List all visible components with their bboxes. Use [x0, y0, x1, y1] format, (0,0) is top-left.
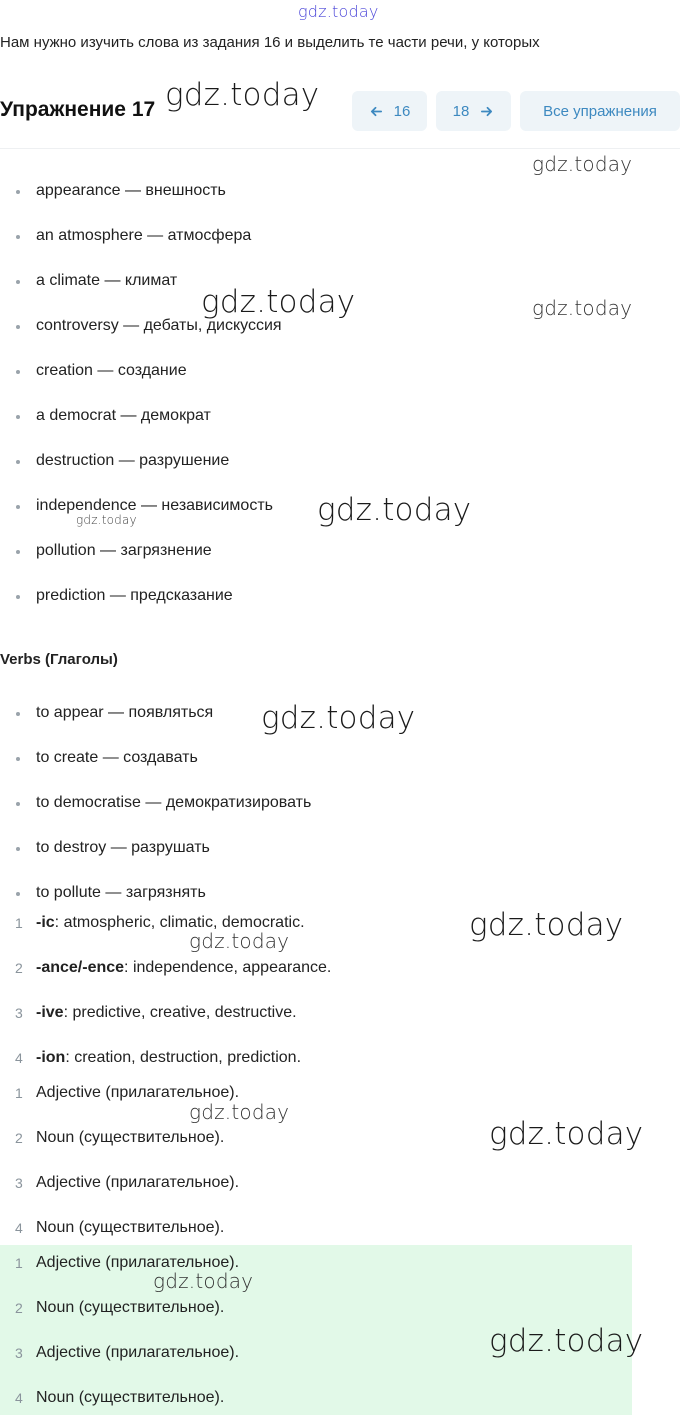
watermark: gdz.today [489, 1323, 644, 1359]
watermark: gdz.today [469, 907, 624, 943]
intro-text: Нам нужно изучить слова из задания 16 и выделить те части речи, у которых [0, 34, 540, 51]
watermark: gdz.today [532, 296, 633, 320]
all-exercises-label: Все упражнения [543, 102, 657, 120]
watermark: gdz.today [317, 492, 472, 528]
exercise-title: Упражнение 17 [0, 98, 156, 121]
all-exercises-button[interactable] [520, 91, 680, 131]
watermark: gdz.today [201, 284, 356, 320]
next-exercise-label: 18 [452, 102, 470, 120]
watermark: gdz.today [76, 513, 137, 527]
watermark: gdz.today [532, 152, 633, 176]
watermark: gdz.today [261, 700, 416, 736]
watermark: gdz.today [489, 1116, 644, 1152]
watermark-top: gdz.today [298, 2, 379, 21]
header-divider [0, 148, 680, 149]
watermark: gdz.today [189, 929, 290, 953]
verbs-heading: Verbs (Глаголы) [0, 651, 118, 668]
arrow-right-icon [479, 104, 494, 119]
arrow-left-icon [369, 104, 384, 119]
prev-exercise-label: 16 [393, 102, 411, 120]
watermark: gdz.today [165, 77, 320, 113]
watermark: gdz.today [153, 1269, 254, 1293]
watermark: gdz.today [189, 1100, 290, 1124]
prev-exercise-button[interactable] [352, 91, 427, 131]
next-exercise-button[interactable] [436, 91, 511, 131]
